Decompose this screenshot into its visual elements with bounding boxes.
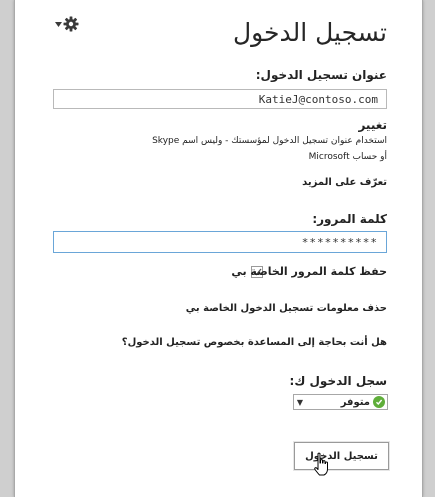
change-description-line1: استخدام عنوان تسجيل الدخول لمؤسستك - وليس اسم Skype <box>152 136 387 146</box>
password-input[interactable] <box>53 231 387 253</box>
available-status-icon <box>373 396 385 408</box>
gear-icon <box>63 16 79 32</box>
learn-more-link[interactable]: تعرّف على المزيد <box>302 177 387 188</box>
change-heading: تغيير <box>358 118 387 132</box>
delete-signin-info-link[interactable]: حذف معلومات تسجيل الدخول الخاصة بي <box>185 303 387 314</box>
signin-address-input[interactable] <box>53 89 387 109</box>
hand-cursor-icon <box>313 452 331 478</box>
save-password-label[interactable]: حفظ كلمة المرور الخاصة بي <box>231 265 387 278</box>
signin-panel <box>14 0 423 497</box>
chevron-down-icon: ▼ <box>296 397 304 407</box>
dropdown-arrow-icon <box>55 22 62 27</box>
signin-help-link[interactable]: هل أنت بحاجة إلى المساعدة بخصوص تسجيل الدخول؟ <box>121 337 387 348</box>
signin-button[interactable]: تسجيل الدخول <box>294 442 389 470</box>
page-title: تسجيل الدخول <box>232 18 387 47</box>
status-label: سجل الدخول ك: <box>289 374 387 388</box>
options-menu[interactable] <box>55 16 79 32</box>
status-selected-value: متوفر <box>340 396 370 408</box>
status-dropdown[interactable] <box>293 394 388 410</box>
change-description-line2: أو حساب Microsoft <box>308 152 387 162</box>
signin-address-label: عنوان تسجيل الدخول: <box>255 68 387 82</box>
password-label: كلمة المرور: <box>312 212 387 226</box>
